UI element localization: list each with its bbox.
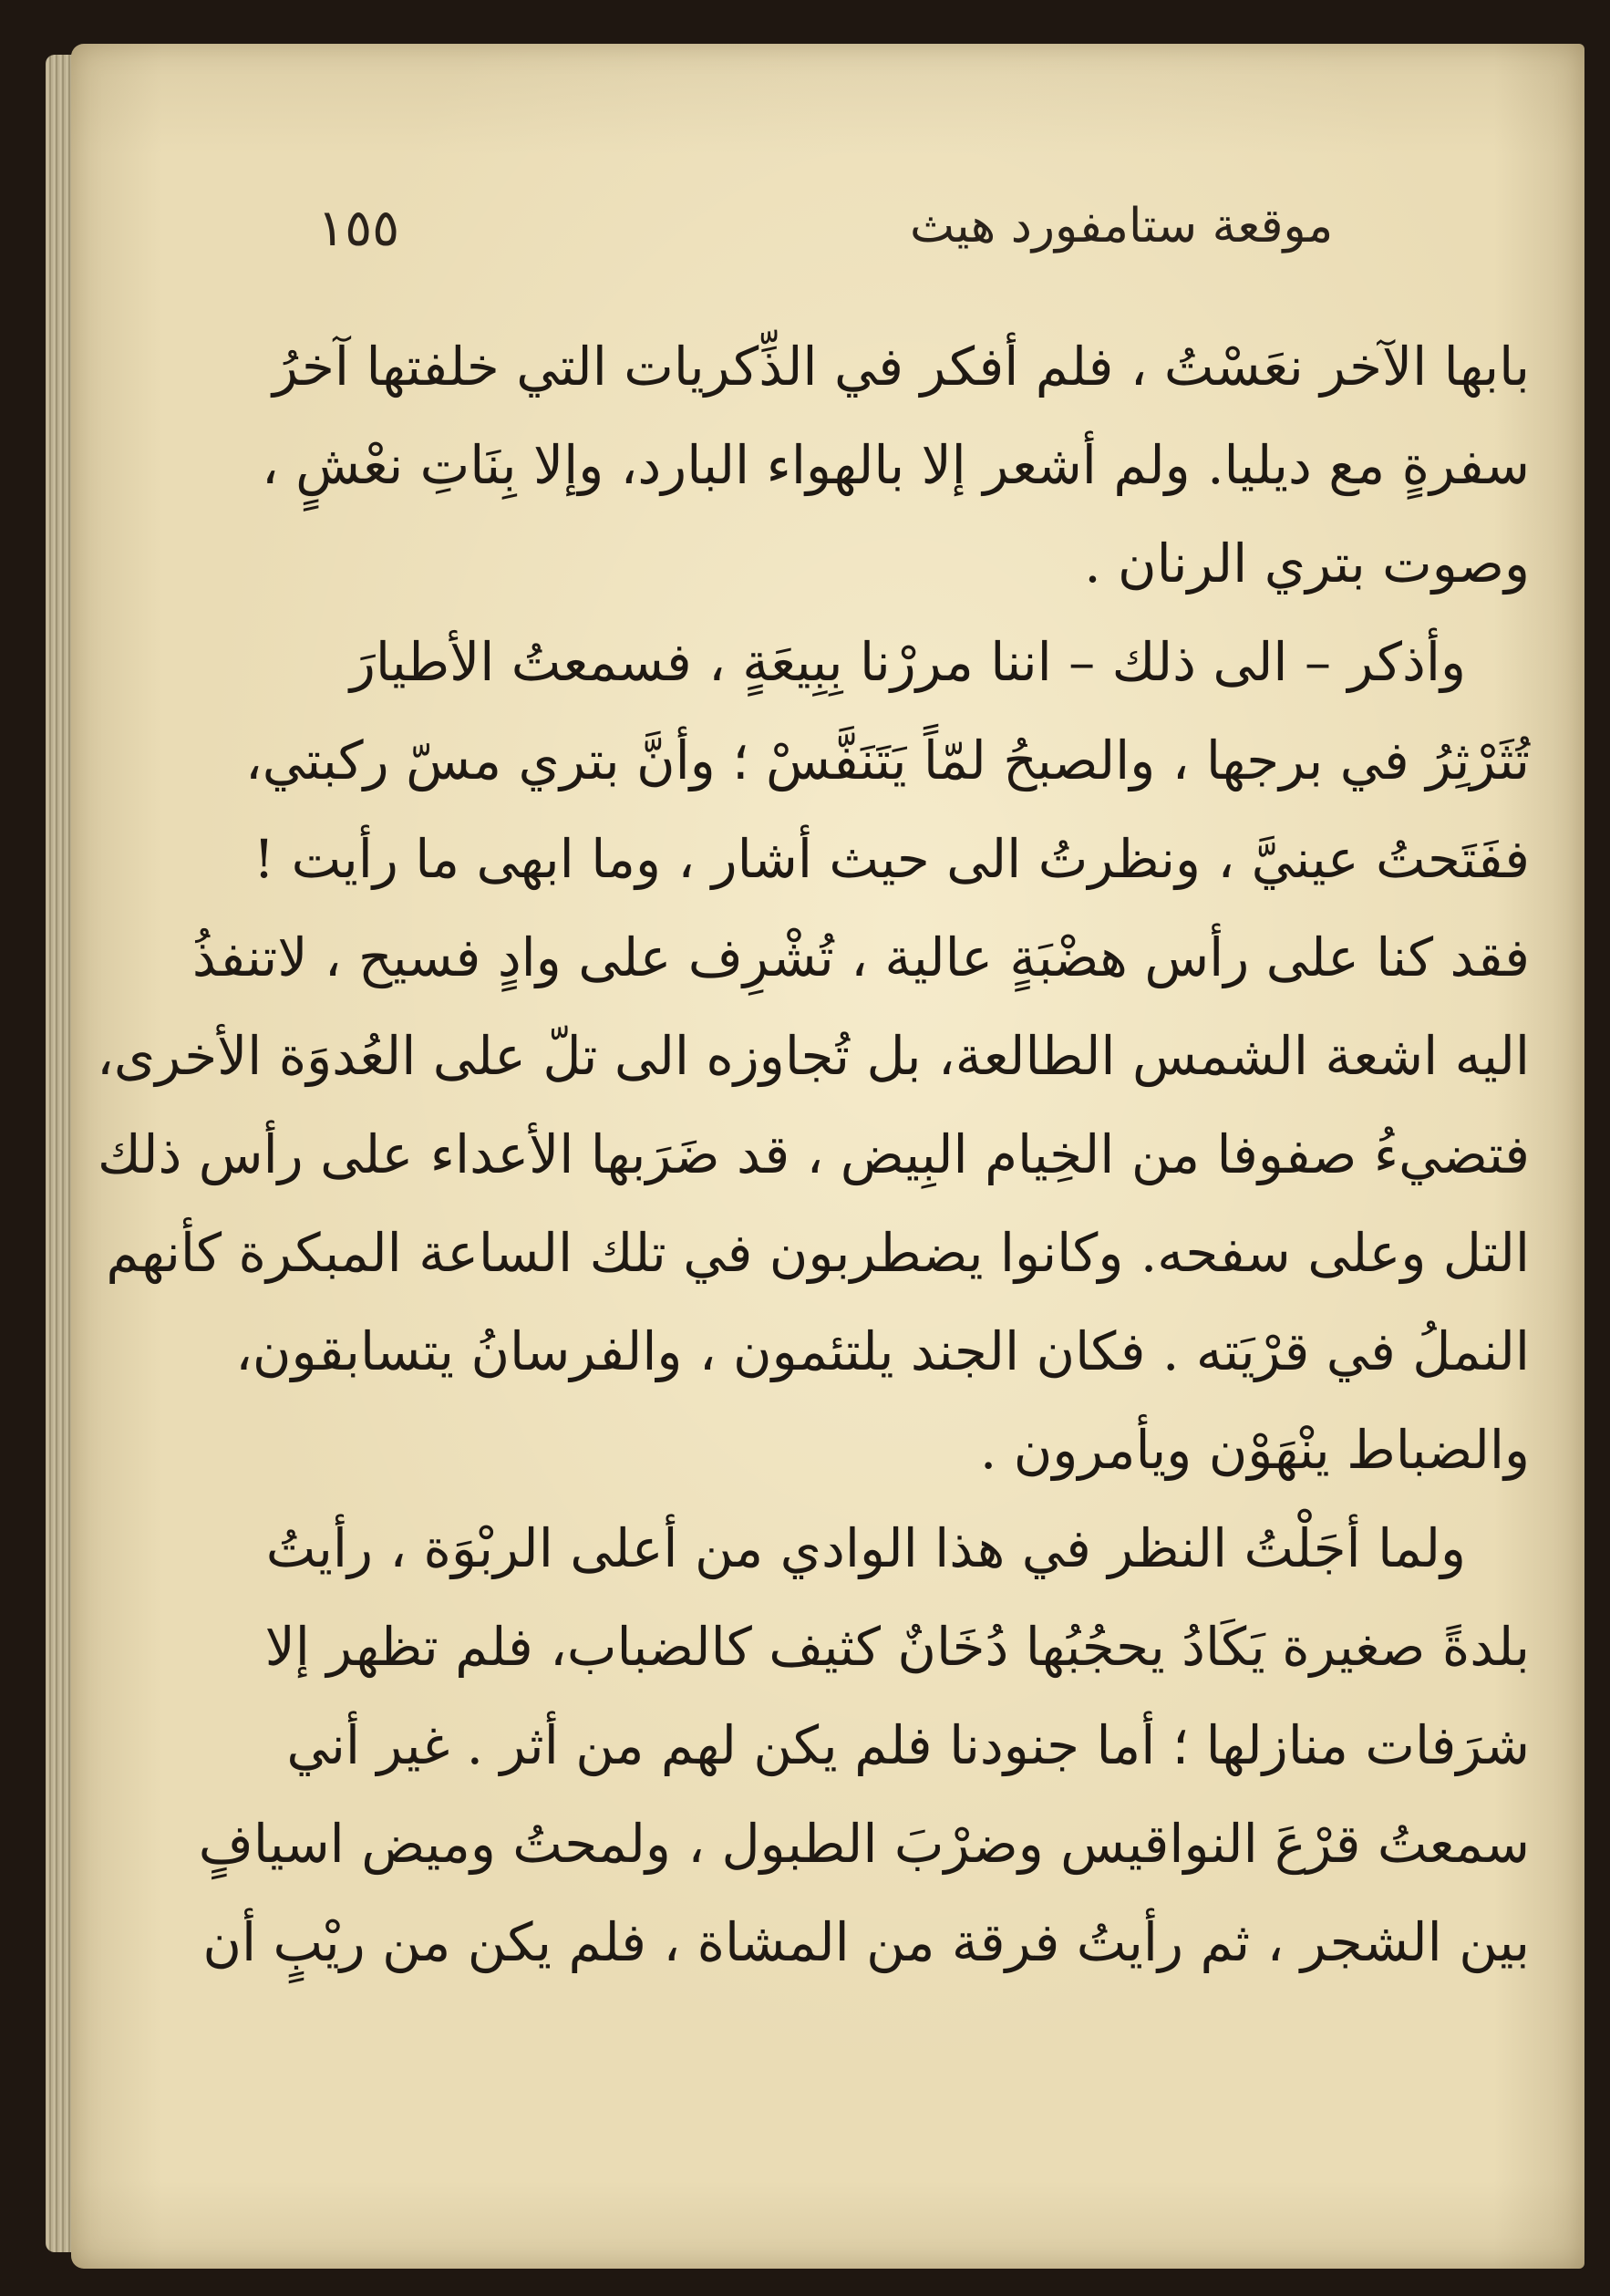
text-line: ولما أجَلْتُ النظر في هذا الوادي من أعلى الربْوَة ، رأيتُ [265, 1517, 1466, 1579]
text-line: فقد كنا على رأس هضْبَةٍ عالية ، تُشْرِف على وادٍ فسيح ، لاتنفذُ [191, 926, 1530, 988]
book-page [71, 44, 1584, 2269]
text-line: النملُ في قرْيَته . فكان الجند يلتئمون ، والفرسانُ يتسابقون، [235, 1320, 1530, 1382]
text-line: بابها الآخر نعَسْتُ ، فلم أفكر في الذِّكريات التي خلفتها آخرُ [273, 336, 1530, 398]
text-line: سفرةٍ مع ديليا. ولم أشعر إلا بالهواء البارد، وإلا بِنَاتِ نعْشٍ ، [261, 434, 1530, 496]
running-title: موقعة ستامفورد هيث [910, 199, 1334, 253]
text-line: بين الشجر ، ثم رأيتُ فرقة من المشاة ، فلم يكن من ريْبٍ أن [202, 1911, 1530, 1973]
paragraph-1 [261, 317, 1530, 613]
body-text [97, 317, 1530, 1991]
text-line: وصوت بتري الرنان . [1084, 533, 1530, 595]
text-line: سمعتُ قرْعَ النواقيس وضرْبَ الطبول ، ولمحتُ وميض اسيافٍ [198, 1813, 1530, 1875]
page-number: ١٥٥ [317, 199, 400, 258]
text-line: فتضيءُ صفوفا من الخِيام البِيض ، قد ضَرَبها الأعداء على رأس ذلك [97, 1123, 1530, 1185]
text-line: اليه اشعة الشمس الطالعة، بل تُجاوزه الى تلّ على العُدوَة الأخرى، [97, 1025, 1530, 1087]
paragraph-3 [198, 1499, 1530, 1991]
text-line: وأذكر – الى ذلك – اننا مررْنا بِبِيعَةٍ ، فسمعتُ الأطيارَ [349, 631, 1466, 693]
text-line: شرَفات منازلها ؛ أما جنودنا فلم يكن لهم من أثر . غير أني [286, 1714, 1530, 1776]
text-line: التل وعلى سفحه. وكانوا يضطربون في تلك الساعة المبكرة كأنهم [106, 1222, 1530, 1284]
paragraph-2 [97, 613, 1530, 1499]
text-line: تُثَرْثِرُ في برجها ، والصبحُ لمّاً يَتَنَفَّسْ ؛ وأنَّ بتري مسّ ركبتي، [244, 729, 1530, 791]
text-line: والضباط ينْهَوْن ويأمرون . [979, 1419, 1530, 1481]
text-line: ففَتَحتُ عينيَّ ، ونظرتُ الى حيث أشار ، وما ابهى ما رأيت ! [253, 828, 1530, 890]
text-line: بلدةً صغيرة يَكَادُ يحجُبُها دُخَانٌ كثيف كالضباب، فلم تظهر إلا [264, 1616, 1530, 1678]
page-header [317, 190, 1548, 272]
